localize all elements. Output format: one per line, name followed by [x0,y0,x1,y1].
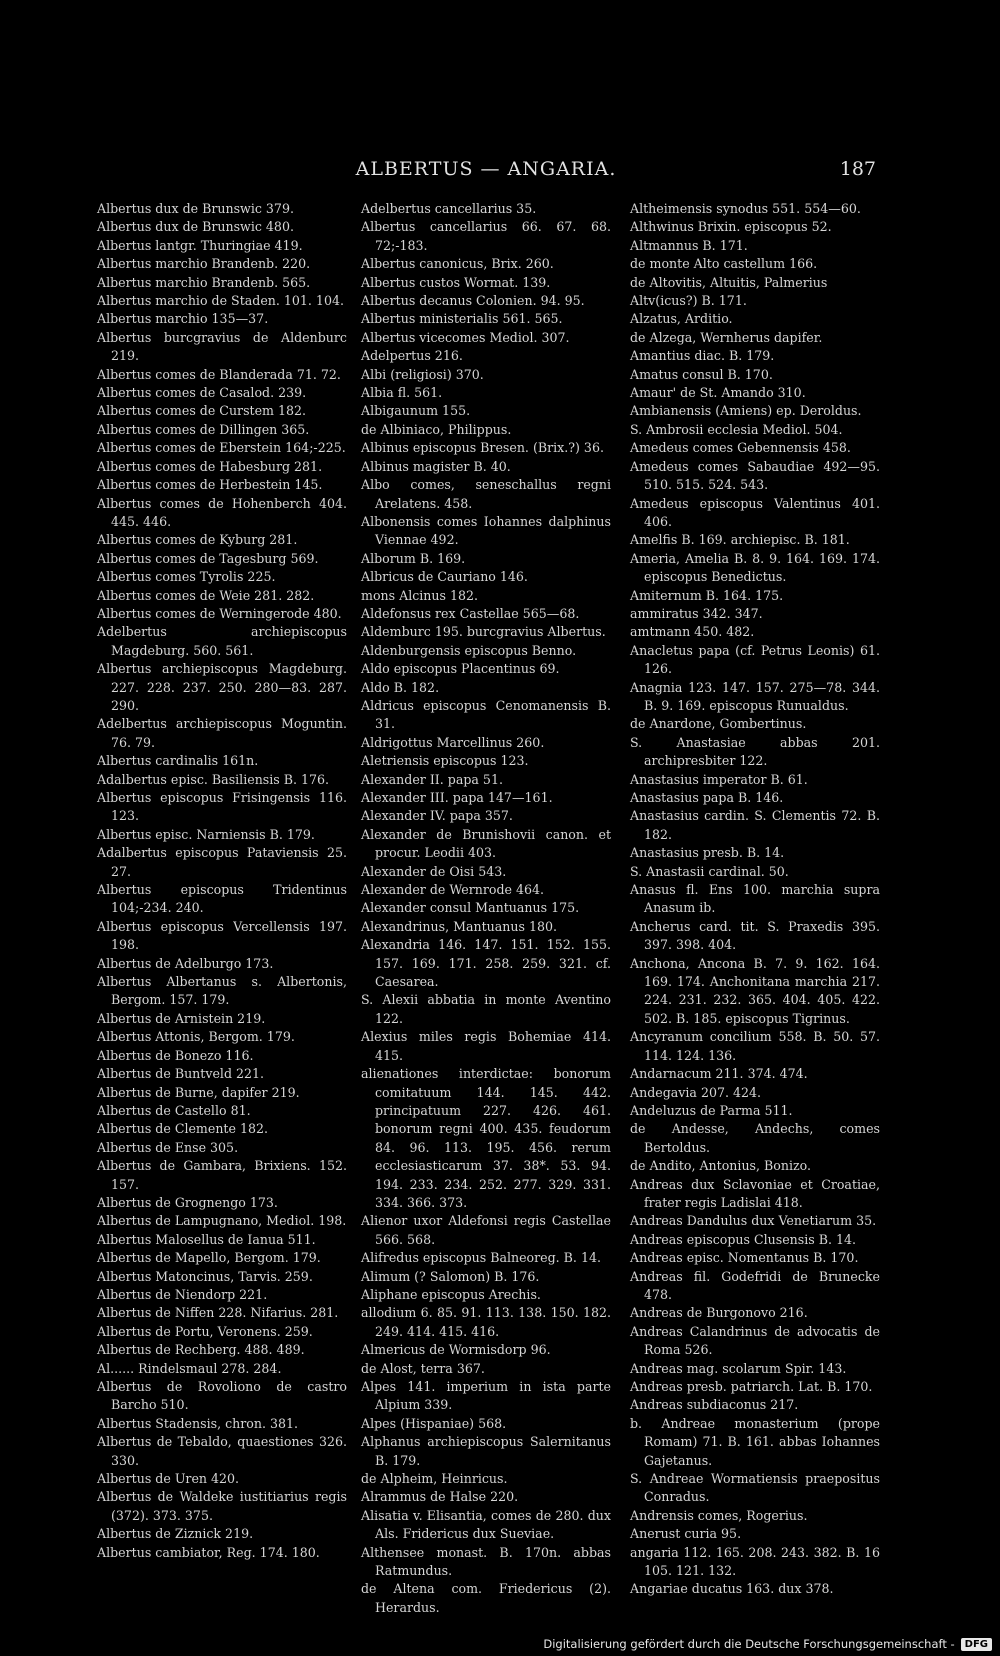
page-number: 187 [839,158,876,180]
index-entry: Amantius diac. B. 179. [630,348,775,364]
index-entry: Andreas de Burgonovo 216. [630,1305,808,1321]
index-entry: de monte Alto castellum 166. [630,256,818,272]
index-entry: Albertus comes de Curstem 182. [97,403,307,419]
index-entry: de Andesse, Andechs, comes Bertoldus. [630,1121,880,1155]
index-entry: Albertus comes de Dillingen 365. [97,421,310,437]
index-entry: Amaur' de St. Amando 310. [630,385,806,401]
index-entry: Aletriensis episcopus 123. [361,753,529,769]
index-entry: allodium 6. 85. 91. 113. 138. 150. 182. 249. 414. 415. 416. [361,1305,611,1339]
index-entry: Aliphane episcopus Arechis. [361,1286,541,1302]
index-entry: Andreas presb. patriarch. Lat. B. 170. [630,1379,873,1394]
index-entry: Althwinus Brixin. episcopus 52. [630,219,832,235]
index-entry: Andreas Calandrinus de advocatis de Roma 526. [630,1323,880,1358]
index-entry: Albertus comes de Hohenberch 404. 445. 446. [97,495,347,529]
index-entry: Adelbertus archiepiscopus Magdeburg. 560. 561. [97,624,347,658]
index-entry: Althensee monast. B. 170n. abbas Ratmundus. [361,1544,611,1579]
index-entry: Albertus comes de Casalod. 239. [97,385,307,401]
index-entry: Albertus de Lampugnano, Mediol. 198. [97,1213,347,1229]
index-entry: Albertus de Gambara, Brixiens. 152. 157. [97,1158,347,1192]
index-column-3 [630,200,880,1599]
index-entry: Anastasius papa B. 146. [630,790,784,805]
index-entry: de Anardone, Gombertinus. [630,716,807,732]
index-entry: Alpes 141. imperium in ista parte Alpium 339. [361,1379,611,1413]
index-entry: Anastasius cardin. S. Clementis 72. B. 182. [630,808,880,842]
index-entry: Alexander consul Mantuanus 175. [361,900,580,916]
index-entry: Albertus de Buntveld 221. [97,1066,265,1082]
index-entry: Al...... Rindelsmaul 278. 284. [97,1360,282,1376]
index-entry: Andreas episcopus Clusensis B. 14. [630,1231,857,1247]
index-entry: Alisatia v. Elisantia, comes de 280. dux Als. Fridericus dux Sueviae. [361,1507,611,1542]
index-entry: Albertus marchio Brandenb. 220. [97,256,311,272]
index-entry: Andreas Dandulus dux Venetiarum 35. [630,1213,877,1229]
index-entry: Anastasius imperator B. 61. [630,771,808,787]
index-entry: Aldricus episcopus Cenomanensis B. 31. [361,697,611,732]
index-entry: Albertus cardinalis 161n. [97,753,259,769]
index-entry: Alphanus archiepiscopus Salernitanus B. 179. [361,1434,611,1468]
index-entry: Albertus ministerialis 561. 565. [361,311,563,327]
index-entry: de Altovitis, Altuitis, Palmerius [630,274,828,290]
index-entry: Albertus Albertanus s. Albertonis, Bergom. 157. 179. [97,974,347,1008]
index-entry: Albertus episcopus Tridentinus 104;-234. 240. [97,882,347,916]
index-entry: Ameria, Amelia B. 8. 9. 164. 169. 174. episcopus Benedictus. [630,550,880,585]
index-entry: Alimum (? Salomon) B. 176. [361,1268,540,1284]
index-entry: Albertus comes de Tagesburg 569. [97,550,319,566]
index-entry: Anagnia 123. 147. 157. 275—78. 344. B. 9. 169. episcopus Runualdus. [630,679,880,713]
index-entry: alienationes interdictae: bonorum comitatuum 144. 145. 442. principatuum 227. 426. 461. bonorum regni 400. 435. feudorum 84. 96. 113. 195. 456. rerum ecclesiasticarum 37. 38*. 53. 94. 194. 233. 234. 252. 277. 329. 331. 334. 366. 373. [361,1066,611,1210]
index-entry: Albertus de Uren 420. [97,1471,240,1487]
index-entry: Alexander II. papa 51. [361,771,503,787]
dfg-logo: DFG [961,1638,992,1651]
index-entry: Andreas dux Sclavoniae et Croatiae, frater regis Ladislai 418. [630,1176,880,1210]
index-entry: Aldemburc 195. burcgravius Albertus. [361,624,606,640]
index-entry: Altmannus B. 171. [630,237,748,253]
index-entry: de Alpheim, Heinricus. [361,1471,508,1487]
index-entry: de Alost, terra 367. [361,1360,485,1376]
digitization-footer [0,1632,1000,1656]
index-entry: Albertus episcopus Vercellensis 197. 198. [97,918,347,953]
index-entry: Andrensis comes, Rogerius. [630,1507,808,1523]
index-entry: Andreas fil. Godefridi de Brunecke 478. [630,1268,880,1302]
index-entry: Albertus de Ense 305. [97,1139,239,1155]
index-entry: Albertus vicecomes Mediol. 307. [361,329,570,345]
index-entry: Albertus de Bonezo 116. [97,1047,254,1063]
index-column-2 [361,200,611,1617]
index-entry: Amatus consul B. 170. [630,366,773,382]
index-entry: Andegavia 207. 424. [630,1084,762,1100]
index-entry: Anerust curia 95. [630,1526,742,1542]
index-entry: Albertus episc. Narniensis B. 179. [97,826,315,842]
index-entry: amtmann 450. 482. [630,624,755,640]
index-entry: Alexius miles regis Bohemiae 414. 415. [361,1029,611,1063]
index-entry: Almericus de Wormisdorp 96. [361,1342,551,1358]
index-entry: Albo comes, seneschallus regni Arelatens. 458. [361,477,611,511]
index-entry: Albertus de Grognengo 173. [97,1194,278,1210]
index-entry: Anasus fl. Ens 100. marchia supra Anasum ib. [630,882,880,916]
index-entry: ammiratus 342. 347. [630,605,763,621]
index-entry: Albinus episcopus Bresen. (Brix.?) 36. [361,440,604,456]
index-entry: de Andito, Antonius, Bonizo. [630,1158,812,1174]
index-entry: Albinus magister B. 40. [361,458,511,474]
index-entry: Albonensis comes Iohannes dalphinus Viennae 492. [361,513,611,548]
index-entry: Alifredus episcopus Balneoreg. B. 14. [361,1250,601,1266]
index-entry: Andeluzus de Parma 511. [630,1102,793,1118]
index-entry: Albertus de Waldeke iustitiarius regis (372). 373. 375. [97,1489,347,1523]
index-entry: Ambianensis (Amiens) ep. Deroldus. [630,403,862,419]
index-entry: Albertus de Mapello, Bergom. 179. [97,1250,321,1266]
index-entry: Alexander III. papa 147—161. [361,790,553,805]
index-entry: Albertus de Rovoliono de castro Barcho 510. [97,1379,347,1413]
index-entry: Aldo episcopus Placentinus 69. [361,661,560,677]
index-entry: Alienor uxor Aldefonsi regis Castellae 566. 568. [361,1213,611,1247]
index-column-1 [97,200,347,1562]
index-entry: Albricus de Cauriano 146. [361,569,528,585]
index-entry: Alborum B. 169. [361,550,466,566]
index-entry: Albertus cambiator, Reg. 174. 180. [97,1544,320,1560]
index-entry: Albertus canonicus, Brix. 260. [361,256,554,272]
index-entry: Angariae ducatus 163. dux 378. [630,1581,834,1597]
index-entry: de Alzega, Wernherus dapifer. [630,329,823,345]
index-entry: Albigaunum 155. [361,403,471,419]
index-entry: Albertus de Adelburgo 173. [97,955,274,971]
index-entry: Albertus dux de Brunswic 379. [97,201,294,216]
index-entry: Albertus marchio de Staden. 101. 104. [97,293,344,309]
index-entry: Albertus de Niffen 228. Nifarius. 281. [97,1305,339,1321]
index-entry: S. Andreae Wormatiensis praepositus Conradus. [630,1471,880,1505]
index-entry: Albertus decanus Colonien. 94. 95. [361,293,585,309]
index-entry: Alexander de Brunishovii canon. et procur. Leodii 403. [361,826,611,861]
index-entry: S. Ambrosii ecclesia Mediol. 504. [630,421,843,437]
index-entry: Andreas mag. scolarum Spir. 143. [630,1360,847,1376]
index-entry: Anacletus papa (cf. Petrus Leonis) 61. 126. [630,642,880,677]
index-entry: Albertus cancellarius 66. 67. 68. 72;-183. [361,219,611,253]
index-entry: Alexander de Wernrode 464. [361,882,545,898]
index-entry: Albertus comes de Herbestein 145. [97,477,323,493]
index-entry: Alexander de Oisi 543. [361,863,507,879]
footer-text: Digitalisierung gefördert durch die Deutsche Forschungsgemeinschaft - [543,1637,955,1651]
index-entry: Albertus comes de Blanderada 71. 72. [97,366,341,382]
index-entry: Albi (religiosi) 370. [361,366,484,382]
index-entry: Altv(icus?) B. 171. [630,293,747,309]
index-entry: angaria 112. 165. 208. 243. 382. B. 16 105. 121. 132. [630,1544,880,1579]
index-entry: Albertus de Rechberg. 488. 489. [97,1342,305,1358]
index-entry: Albertus Malosellus de Ianua 511. [97,1231,316,1247]
index-entry: Albertus comes de Werningerode 480. [97,605,342,621]
index-entry: Alrammus de Halse 220. [361,1489,519,1505]
index-entry: Alexander IV. papa 357. [361,808,513,824]
index-entry: Albertus custos Wormat. 139. [361,274,551,290]
index-entry: Adalbertus episc. Basiliensis B. 176. [97,771,330,787]
index-entry: Altheimensis synodus 551. 554—60. [630,201,861,216]
index-entry: Anchona, Ancona B. 7. 9. 162. 164. 169. 174. Anchonitana marchia 217. 224. 231. 232. 365. 404. 405. 422. 502. B. 185. episcopus Tigrinus. [630,955,880,1026]
index-entry: Albertus comes Tyrolis 225. [97,569,276,585]
index-entry: Albertus comes de Weie 281. 282. [97,587,315,603]
index-entry: Albertus marchio 135—37. [97,311,269,327]
index-entry: Albertus comes de Kyburg 281. [97,532,298,548]
index-entry: Albertus comes de Eberstein 164;-225. [97,440,346,456]
index-entry: Albia fl. 561. [361,385,443,401]
index-entry: Albertus de Portu, Veronens. 259. [97,1323,313,1339]
index-entry: Amiternum B. 164. 175. [630,587,784,603]
index-entry: S. Anastasiae abbas 201. archipresbiter 122. [630,734,880,769]
index-entry: Albertus Stadensis, chron. 381. [97,1415,299,1431]
index-entry: Albertus lantgr. Thuringiae 419. [97,237,303,253]
page-header [96,158,876,186]
running-title: ALBERTUS — ANGARIA. [355,158,617,180]
index-entry: Ancyranum concilium 558. B. 50. 57. 114. 124. 136. [630,1029,880,1063]
index-entry: Andarnacum 211. 374. 474. [630,1066,808,1082]
index-entry: Albertus de Clemente 182. [97,1121,268,1137]
index-entry: Amedeus comes Sabaudiae 492—95. 510. 515. 524. 543. [630,458,880,493]
index-entry: Anastasius presb. B. 14. [630,845,785,861]
index-entry: Albertus Matoncinus, Tarvis. 259. [97,1268,313,1284]
index-entry: Albertus dux de Brunswic 480. [97,219,294,235]
index-entry: Adelbertus archiepiscopus Moguntin. 76. 79. [97,716,347,750]
index-entry: de Albiniaco, Philippus. [361,421,512,437]
index-entry: S. Anastasii cardinal. 50. [630,863,789,879]
index-entry: Alexandria 146. 147. 151. 152. 155. 157. 169. 171. 258. 259. 321. cf. Caesarea. [361,937,611,990]
index-entry: Alpes (Hispaniae) 568. [361,1415,507,1431]
index-entry: Albertus burcgravius de Aldenburc 219. [97,329,347,364]
index-entry: Andreas episc. Nomentanus B. 170. [630,1250,859,1266]
index-entry: Alzatus, Arditio. [630,311,733,327]
index-entry: Albertus de Burne, dapifer 219. [97,1084,300,1100]
index-entry: Aldo B. 182. [361,679,440,695]
index-entry: b. Andreae monasterium (prope Romam) 71. B. 161. abbas Iohannes Gajetanus. [630,1415,880,1468]
index-entry: Amelfis B. 169. archiepisc. B. 181. [630,532,850,548]
index-entry: Albertus de Arnistein 219. [97,1010,266,1026]
index-entry: Adelpertus 216. [361,348,463,364]
index-entry: Albertus archiepiscopus Magdeburg. 227. 228. 237. 250. 280—83. 287. 290. [97,661,347,713]
index-entry: Albertus de Ziznick 219. [97,1526,254,1542]
index-entry: Albertus de Tebaldo, quaestiones 326. 330. [97,1434,347,1468]
index-entry: Albertus comes de Habesburg 281. [97,458,323,474]
index-entry: Amedeus episcopus Valentinus 401. 406. [630,495,880,529]
index-entry: de Altena com. Friedericus (2). Herardus. [361,1581,611,1615]
index-entry: Aldrigottus Marcellinus 260. [361,734,545,750]
index-entry: Adelbertus cancellarius 35. [361,201,537,216]
index-entry: Andreas subdiaconus 217. [630,1397,799,1413]
index-entry: Albertus de Castello 81. [97,1102,251,1118]
index-entry: Alexandrinus, Mantuanus 180. [361,918,558,934]
index-entry: mons Alcinus 182. [361,587,479,603]
index-entry: Albertus de Niendorp 221. [97,1286,268,1302]
index-entry: Albertus episcopus Frisingensis 116. 123. [97,790,347,824]
index-entry: Amedeus comes Gebennensis 458. [630,440,851,456]
index-entry: S. Alexii abbatia in monte Aventino 122. [361,992,611,1026]
index-entry: Adalbertus episcopus Pataviensis 25. 27. [97,845,347,879]
index-entry: Ancherus card. tit. S. Praxedis 395. 397. 398. 404. [630,918,880,953]
index-entry: Aldenburgensis episcopus Benno. [361,642,577,658]
index-entry: Aldefonsus rex Castellae 565—68. [361,605,580,621]
index-entry: Albertus Attonis, Bergom. 179. [97,1029,295,1045]
index-entry: Albertus marchio Brandenb. 565. [97,274,311,290]
